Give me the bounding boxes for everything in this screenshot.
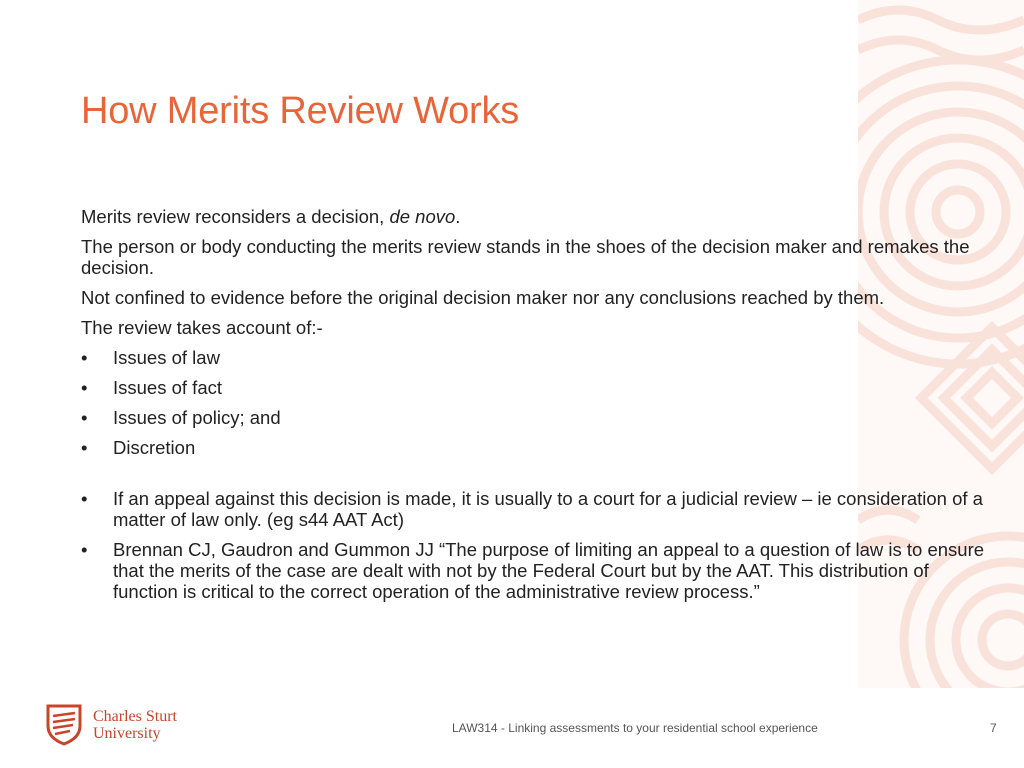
list-item-text: Brennan CJ, Gaudron and Gummon JJ “The purpose of limiting an appeal to a question of law is to ensure that the merits of the case are dealt with not by the Federal Court but by the AAT. This distribution of function is critical to the correct operation of the administrative review process.” [113,539,985,602]
logo-line-2: University [93,725,161,742]
bullet-icon: • [81,407,88,428]
bullet-icon: • [81,437,88,458]
footer-course-text: LAW314 - Linking assessments to your residential school experience [452,721,818,735]
paragraph-de-novo-end: . [455,206,461,227]
paragraph-not-confined: Not confined to evidence before the original decision maker nor any conclusions reached by them. [81,287,885,308]
bullet-icon: • [81,539,88,560]
bullet-icon: • [81,377,88,398]
list-item [81,437,991,458]
list-item-text: Issues of policy; and [113,407,281,428]
paragraph-shoes: The person or body conducting the merits review stands in the shoes of the decision maker and remakes the decision. [81,236,970,278]
university-crest-icon [46,704,82,746]
de-novo-italic: de novo [389,206,456,227]
list-item [81,347,991,368]
spacer [81,467,991,488]
paragraph-de-novo [81,206,991,227]
list-item [81,407,991,428]
bullet-icon: • [81,347,88,368]
list-item-text: Discretion [113,437,196,458]
bullet-icon: • [81,488,88,509]
list-item [81,539,991,602]
logo-line-1: Charles Sturt [93,708,177,725]
page-number: 7 [990,721,997,735]
university-logo [46,704,177,746]
list-item [81,488,991,530]
list-item-text: Issues of fact [113,377,222,398]
list-item-text: If an appeal against this decision is made, it is usually to a court for a judicial review – ie consideration of a matter of law only. (eg s44 AAT Act) [113,488,983,530]
slide-title: How Merits Review Works [81,90,520,132]
logo-text [93,708,177,742]
list-item-text: Issues of law [113,347,220,368]
slide-body [81,206,991,611]
paragraph-de-novo-text: Merits review reconsiders a decision, [81,206,390,227]
list-item [81,377,991,398]
paragraph-takes-account: The review takes account of:- [81,317,323,338]
